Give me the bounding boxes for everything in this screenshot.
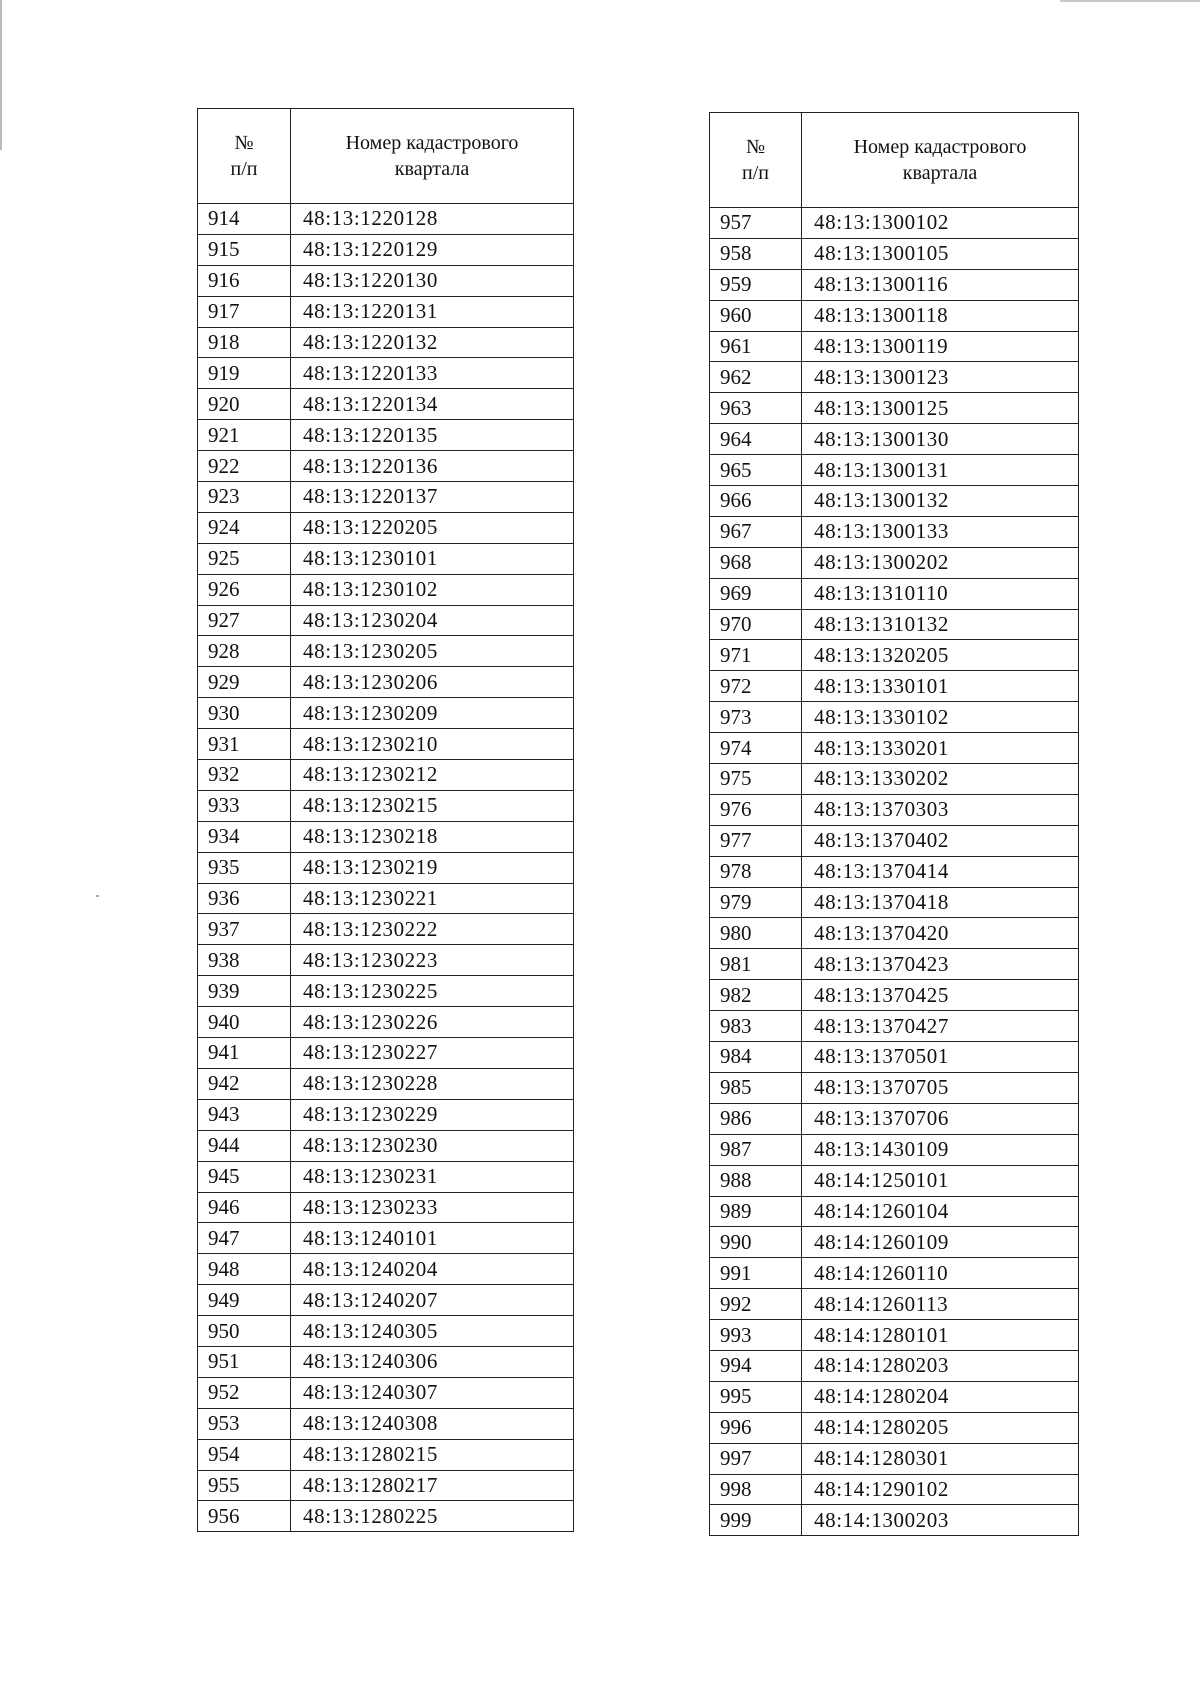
table-row bbox=[710, 1412, 1079, 1443]
cadastral-table-right bbox=[709, 112, 1079, 1536]
row-number-cell: 969 bbox=[710, 578, 802, 609]
row-number-cell: 934 bbox=[198, 821, 291, 852]
row-number-cell: 933 bbox=[198, 790, 291, 821]
table-row bbox=[710, 1258, 1079, 1289]
table-row bbox=[710, 269, 1079, 300]
row-number-cell: 956 bbox=[198, 1501, 291, 1532]
cadastral-number-cell: 48:13:1230231 bbox=[291, 1161, 574, 1192]
table-row bbox=[198, 204, 574, 235]
table-row bbox=[198, 512, 574, 543]
cadastral-number-cell: 48:13:1330102 bbox=[802, 702, 1079, 733]
table-row bbox=[710, 1505, 1079, 1536]
row-number-cell: 961 bbox=[710, 331, 802, 362]
row-number-cell: 935 bbox=[198, 852, 291, 883]
cadastral-number-cell: 48:13:1230228 bbox=[291, 1068, 574, 1099]
row-number-cell: 968 bbox=[710, 547, 802, 578]
table-row bbox=[198, 945, 574, 976]
table-row bbox=[198, 883, 574, 914]
cadastral-number-cell: 48:13:1370423 bbox=[802, 949, 1079, 980]
table-row bbox=[710, 609, 1079, 640]
table-row bbox=[710, 578, 1079, 609]
cadastral-number-cell: 48:14:1280204 bbox=[802, 1381, 1079, 1412]
table-row bbox=[198, 1377, 574, 1408]
row-number-cell: 976 bbox=[710, 794, 802, 825]
cadastral-number-cell: 48:13:1230225 bbox=[291, 976, 574, 1007]
row-number-cell: 973 bbox=[710, 702, 802, 733]
header-cadastral-cell bbox=[802, 113, 1079, 208]
cadastral-number-cell: 48:14:1280203 bbox=[802, 1350, 1079, 1381]
row-number-cell: 939 bbox=[198, 976, 291, 1007]
cadastral-number-cell: 48:13:1300102 bbox=[802, 208, 1079, 239]
table-row bbox=[710, 331, 1079, 362]
row-number-cell: 999 bbox=[710, 1505, 802, 1536]
cadastral-number-cell: 48:13:1220133 bbox=[291, 358, 574, 389]
cadastral-number-cell: 48:13:1370706 bbox=[802, 1103, 1079, 1134]
row-number-cell: 919 bbox=[198, 358, 291, 389]
row-number-cell: 921 bbox=[198, 420, 291, 451]
cadastral-number-cell: 48:13:1230102 bbox=[291, 574, 574, 605]
table-row bbox=[198, 451, 574, 482]
cadastral-number-cell: 48:13:1220130 bbox=[291, 265, 574, 296]
cadastral-number-cell: 48:13:1300131 bbox=[802, 455, 1079, 486]
table-row bbox=[198, 1408, 574, 1439]
cadastral-number-cell: 48:13:1240307 bbox=[291, 1377, 574, 1408]
header-cadastral-line2: квартала bbox=[902, 162, 978, 184]
table-row bbox=[198, 1439, 574, 1470]
cadastral-number-cell: 48:13:1220129 bbox=[291, 234, 574, 265]
table-row bbox=[198, 327, 574, 358]
row-number-cell: 974 bbox=[710, 733, 802, 764]
cadastral-number-cell: 48:13:1220128 bbox=[291, 204, 574, 235]
cadastral-number-cell: 48:13:1230221 bbox=[291, 883, 574, 914]
table-row bbox=[710, 1474, 1079, 1505]
table-row bbox=[198, 1346, 574, 1377]
row-number-cell: 959 bbox=[710, 269, 802, 300]
row-number-cell: 926 bbox=[198, 574, 291, 605]
cadastral-number-cell: 48:13:1370427 bbox=[802, 1011, 1079, 1042]
table-row bbox=[198, 1316, 574, 1347]
table-row bbox=[710, 300, 1079, 331]
row-number-cell: 975 bbox=[710, 764, 802, 795]
table-row bbox=[198, 760, 574, 791]
table-row bbox=[198, 296, 574, 327]
cadastral-number-cell: 48:14:1280101 bbox=[802, 1320, 1079, 1351]
row-number-cell: 949 bbox=[198, 1285, 291, 1316]
row-number-cell: 966 bbox=[710, 486, 802, 517]
row-number-cell: 992 bbox=[710, 1289, 802, 1320]
table-row bbox=[198, 234, 574, 265]
row-number-cell: 971 bbox=[710, 640, 802, 671]
table-row bbox=[710, 856, 1079, 887]
row-number-cell: 945 bbox=[198, 1161, 291, 1192]
cadastral-number-cell: 48:13:1300119 bbox=[802, 331, 1079, 362]
row-number-cell: 994 bbox=[710, 1350, 802, 1381]
cadastral-table-left bbox=[197, 108, 574, 1532]
table-row bbox=[710, 455, 1079, 486]
cadastral-number-cell: 48:13:1220137 bbox=[291, 482, 574, 513]
cadastral-number-cell: 48:13:1430109 bbox=[802, 1134, 1079, 1165]
scan-speck bbox=[96, 895, 99, 897]
row-number-cell: 988 bbox=[710, 1165, 802, 1196]
cadastral-number-cell: 48:13:1220136 bbox=[291, 451, 574, 482]
cadastral-number-cell: 48:13:1230229 bbox=[291, 1099, 574, 1130]
table-row bbox=[198, 389, 574, 420]
cadastral-number-cell: 48:13:1300133 bbox=[802, 516, 1079, 547]
cadastral-number-cell: 48:13:1240308 bbox=[291, 1408, 574, 1439]
row-number-cell: 967 bbox=[710, 516, 802, 547]
cadastral-number-cell: 48:14:1260109 bbox=[802, 1227, 1079, 1258]
row-number-cell: 916 bbox=[198, 265, 291, 296]
table-row bbox=[710, 825, 1079, 856]
row-number-cell: 997 bbox=[710, 1443, 802, 1474]
cadastral-number-cell: 48:13:1310132 bbox=[802, 609, 1079, 640]
row-number-cell: 929 bbox=[198, 667, 291, 698]
table-row bbox=[198, 852, 574, 883]
table-row bbox=[198, 914, 574, 945]
row-number-cell: 965 bbox=[710, 455, 802, 486]
table-row bbox=[710, 393, 1079, 424]
table-header-row bbox=[198, 109, 574, 204]
cadastral-number-cell: 48:13:1330201 bbox=[802, 733, 1079, 764]
header-cadastral-line1: Номер кадастрового bbox=[345, 132, 519, 154]
row-number-cell: 979 bbox=[710, 887, 802, 918]
row-number-cell: 944 bbox=[198, 1130, 291, 1161]
row-number-cell: 978 bbox=[710, 856, 802, 887]
row-number-cell: 928 bbox=[198, 636, 291, 667]
table-row bbox=[710, 949, 1079, 980]
row-number-cell: 918 bbox=[198, 327, 291, 358]
cadastral-number-cell: 48:13:1240101 bbox=[291, 1223, 574, 1254]
table-row bbox=[710, 980, 1079, 1011]
cadastral-number-cell: 48:13:1230206 bbox=[291, 667, 574, 698]
cadastral-number-cell: 48:13:1320205 bbox=[802, 640, 1079, 671]
table-row bbox=[198, 1007, 574, 1038]
table-row bbox=[198, 1038, 574, 1069]
row-number-cell: 938 bbox=[198, 945, 291, 976]
table-body-left bbox=[198, 204, 574, 1532]
table-row bbox=[198, 636, 574, 667]
cadastral-number-cell: 48:14:1260110 bbox=[802, 1258, 1079, 1289]
table-row bbox=[710, 1134, 1079, 1165]
header-number-cell bbox=[710, 113, 802, 208]
row-number-cell: 951 bbox=[198, 1346, 291, 1377]
table-row bbox=[710, 424, 1079, 455]
cadastral-number-cell: 48:13:1280215 bbox=[291, 1439, 574, 1470]
table-row bbox=[710, 208, 1079, 239]
cadastral-number-cell: 48:13:1230222 bbox=[291, 914, 574, 945]
cadastral-number-cell: 48:13:1300132 bbox=[802, 486, 1079, 517]
table-row bbox=[710, 640, 1079, 671]
table-row bbox=[198, 1223, 574, 1254]
row-number-cell: 983 bbox=[710, 1011, 802, 1042]
cadastral-number-cell: 48:13:1230210 bbox=[291, 729, 574, 760]
row-number-cell: 948 bbox=[198, 1254, 291, 1285]
cadastral-number-cell: 48:13:1230227 bbox=[291, 1038, 574, 1069]
table-row bbox=[198, 265, 574, 296]
row-number-cell: 920 bbox=[198, 389, 291, 420]
table-row bbox=[198, 482, 574, 513]
cadastral-number-cell: 48:13:1370414 bbox=[802, 856, 1079, 887]
cadastral-number-cell: 48:13:1240207 bbox=[291, 1285, 574, 1316]
cadastral-number-cell: 48:13:1370402 bbox=[802, 825, 1079, 856]
cadastral-number-cell: 48:13:1220131 bbox=[291, 296, 574, 327]
row-number-cell: 923 bbox=[198, 482, 291, 513]
row-number-cell: 963 bbox=[710, 393, 802, 424]
cadastral-number-cell: 48:13:1230209 bbox=[291, 698, 574, 729]
header-number-symbol: № bbox=[745, 136, 766, 158]
row-number-cell: 922 bbox=[198, 451, 291, 482]
cadastral-number-cell: 48:13:1280217 bbox=[291, 1470, 574, 1501]
cadastral-number-cell: 48:13:1230218 bbox=[291, 821, 574, 852]
table-row bbox=[198, 574, 574, 605]
cadastral-number-cell: 48:13:1300125 bbox=[802, 393, 1079, 424]
row-number-cell: 917 bbox=[198, 296, 291, 327]
row-number-cell: 964 bbox=[710, 424, 802, 455]
cadastral-number-cell: 48:13:1300105 bbox=[802, 238, 1079, 269]
cadastral-number-cell: 48:13:1230205 bbox=[291, 636, 574, 667]
table-row bbox=[710, 671, 1079, 702]
cadastral-number-cell: 48:13:1240204 bbox=[291, 1254, 574, 1285]
cadastral-number-cell: 48:13:1220134 bbox=[291, 389, 574, 420]
row-number-cell: 984 bbox=[710, 1042, 802, 1073]
table-row bbox=[710, 1227, 1079, 1258]
table-row bbox=[710, 1042, 1079, 1073]
row-number-cell: 970 bbox=[710, 609, 802, 640]
cadastral-number-cell: 48:13:1230204 bbox=[291, 605, 574, 636]
row-number-cell: 955 bbox=[198, 1470, 291, 1501]
cadastral-number-cell: 48:13:1300116 bbox=[802, 269, 1079, 300]
cadastral-number-cell: 48:13:1300130 bbox=[802, 424, 1079, 455]
table-row bbox=[198, 976, 574, 1007]
table-row bbox=[710, 1381, 1079, 1412]
row-number-cell: 952 bbox=[198, 1377, 291, 1408]
cadastral-number-cell: 48:13:1300123 bbox=[802, 362, 1079, 393]
row-number-cell: 977 bbox=[710, 825, 802, 856]
table-row bbox=[710, 362, 1079, 393]
row-number-cell: 937 bbox=[198, 914, 291, 945]
cadastral-number-cell: 48:13:1300118 bbox=[802, 300, 1079, 331]
cadastral-number-cell: 48:13:1230233 bbox=[291, 1192, 574, 1223]
row-number-cell: 958 bbox=[710, 238, 802, 269]
table-row bbox=[710, 1103, 1079, 1134]
row-number-cell: 996 bbox=[710, 1412, 802, 1443]
table-row bbox=[198, 729, 574, 760]
row-number-cell: 980 bbox=[710, 918, 802, 949]
header-number-symbol: № bbox=[234, 132, 254, 154]
row-number-cell: 927 bbox=[198, 605, 291, 636]
cadastral-number-cell: 48:14:1250101 bbox=[802, 1165, 1079, 1196]
table-row bbox=[710, 238, 1079, 269]
cadastral-number-cell: 48:13:1220205 bbox=[291, 512, 574, 543]
cadastral-number-cell: 48:13:1230219 bbox=[291, 852, 574, 883]
cadastral-number-cell: 48:13:1370303 bbox=[802, 794, 1079, 825]
cadastral-number-cell: 48:14:1300203 bbox=[802, 1505, 1079, 1536]
table-row bbox=[710, 887, 1079, 918]
row-number-cell: 998 bbox=[710, 1474, 802, 1505]
row-number-cell: 941 bbox=[198, 1038, 291, 1069]
table-row bbox=[710, 547, 1079, 578]
table-row bbox=[198, 1068, 574, 1099]
header-cadastral-line2: квартала bbox=[394, 158, 470, 180]
cadastral-number-cell: 48:13:1370418 bbox=[802, 887, 1079, 918]
table-row bbox=[198, 821, 574, 852]
row-number-cell: 981 bbox=[710, 949, 802, 980]
row-number-cell: 960 bbox=[710, 300, 802, 331]
table-row bbox=[710, 1443, 1079, 1474]
header-number-cell bbox=[198, 109, 291, 204]
row-number-cell: 915 bbox=[198, 234, 291, 265]
row-number-cell: 942 bbox=[198, 1068, 291, 1099]
table-row bbox=[198, 1192, 574, 1223]
table-row bbox=[710, 1289, 1079, 1320]
table-body-right bbox=[710, 208, 1079, 1536]
table-row bbox=[710, 1196, 1079, 1227]
row-number-cell: 936 bbox=[198, 883, 291, 914]
cadastral-number-cell: 48:14:1260104 bbox=[802, 1196, 1079, 1227]
cadastral-number-cell: 48:13:1280225 bbox=[291, 1501, 574, 1532]
table-row bbox=[710, 516, 1079, 547]
table-row bbox=[710, 764, 1079, 795]
table-row bbox=[710, 1320, 1079, 1351]
row-number-cell: 947 bbox=[198, 1223, 291, 1254]
cadastral-number-cell: 48:13:1370420 bbox=[802, 918, 1079, 949]
cadastral-number-cell: 48:13:1370425 bbox=[802, 980, 1079, 1011]
cadastral-number-cell: 48:13:1230226 bbox=[291, 1007, 574, 1038]
table-row bbox=[710, 702, 1079, 733]
cadastral-number-cell: 48:13:1230212 bbox=[291, 760, 574, 791]
table-row bbox=[710, 486, 1079, 517]
row-number-cell: 993 bbox=[710, 1320, 802, 1351]
row-number-cell: 989 bbox=[710, 1196, 802, 1227]
header-number-abbr: п/п bbox=[230, 158, 258, 180]
cadastral-number-cell: 48:13:1230101 bbox=[291, 543, 574, 574]
table-row bbox=[198, 1501, 574, 1532]
cadastral-number-cell: 48:13:1220135 bbox=[291, 420, 574, 451]
header-cadastral-line1: Номер кадастрового bbox=[853, 136, 1027, 158]
table-row bbox=[710, 1072, 1079, 1103]
cadastral-number-cell: 48:13:1330101 bbox=[802, 671, 1079, 702]
table-row bbox=[198, 698, 574, 729]
scan-edge-top bbox=[1060, 0, 1200, 2]
row-number-cell: 957 bbox=[710, 208, 802, 239]
row-number-cell: 962 bbox=[710, 362, 802, 393]
cadastral-number-cell: 48:14:1280205 bbox=[802, 1412, 1079, 1443]
table-row bbox=[198, 1099, 574, 1130]
row-number-cell: 954 bbox=[198, 1439, 291, 1470]
row-number-cell: 930 bbox=[198, 698, 291, 729]
table-row bbox=[198, 667, 574, 698]
scan-edge-left bbox=[0, 0, 2, 150]
cadastral-number-cell: 48:13:1370501 bbox=[802, 1042, 1079, 1073]
header-cadastral-cell bbox=[291, 109, 574, 204]
cadastral-number-cell: 48:14:1290102 bbox=[802, 1474, 1079, 1505]
table-row bbox=[198, 1130, 574, 1161]
row-number-cell: 931 bbox=[198, 729, 291, 760]
table-row bbox=[710, 1165, 1079, 1196]
cadastral-number-cell: 48:13:1230223 bbox=[291, 945, 574, 976]
table-row bbox=[710, 733, 1079, 764]
header-number-abbr: п/п bbox=[742, 162, 769, 184]
table-row bbox=[198, 1254, 574, 1285]
table-row bbox=[710, 1350, 1079, 1381]
table-row bbox=[198, 420, 574, 451]
table-row bbox=[710, 918, 1079, 949]
table-row bbox=[710, 1011, 1079, 1042]
row-number-cell: 914 bbox=[198, 204, 291, 235]
cadastral-number-cell: 48:14:1260113 bbox=[802, 1289, 1079, 1320]
row-number-cell: 986 bbox=[710, 1103, 802, 1134]
row-number-cell: 982 bbox=[710, 980, 802, 1011]
row-number-cell: 987 bbox=[710, 1134, 802, 1165]
row-number-cell: 946 bbox=[198, 1192, 291, 1223]
row-number-cell: 925 bbox=[198, 543, 291, 574]
table-row bbox=[710, 794, 1079, 825]
row-number-cell: 924 bbox=[198, 512, 291, 543]
row-number-cell: 932 bbox=[198, 760, 291, 791]
cadastral-number-cell: 48:13:1330202 bbox=[802, 764, 1079, 795]
table-row bbox=[198, 790, 574, 821]
cadastral-number-cell: 48:13:1300202 bbox=[802, 547, 1079, 578]
row-number-cell: 972 bbox=[710, 671, 802, 702]
row-number-cell: 953 bbox=[198, 1408, 291, 1439]
row-number-cell: 990 bbox=[710, 1227, 802, 1258]
table-row bbox=[198, 1161, 574, 1192]
table-row bbox=[198, 1470, 574, 1501]
row-number-cell: 985 bbox=[710, 1072, 802, 1103]
cadastral-number-cell: 48:13:1230215 bbox=[291, 790, 574, 821]
row-number-cell: 995 bbox=[710, 1381, 802, 1412]
cadastral-number-cell: 48:13:1240305 bbox=[291, 1316, 574, 1347]
row-number-cell: 950 bbox=[198, 1316, 291, 1347]
cadastral-number-cell: 48:13:1240306 bbox=[291, 1346, 574, 1377]
cadastral-number-cell: 48:13:1310110 bbox=[802, 578, 1079, 609]
cadastral-number-cell: 48:13:1230230 bbox=[291, 1130, 574, 1161]
row-number-cell: 940 bbox=[198, 1007, 291, 1038]
table-row bbox=[198, 1285, 574, 1316]
cadastral-number-cell: 48:13:1220132 bbox=[291, 327, 574, 358]
table-row bbox=[198, 543, 574, 574]
table-row bbox=[198, 358, 574, 389]
table-header-row bbox=[710, 113, 1079, 208]
table-row bbox=[198, 605, 574, 636]
cadastral-number-cell: 48:13:1370705 bbox=[802, 1072, 1079, 1103]
row-number-cell: 943 bbox=[198, 1099, 291, 1130]
cadastral-number-cell: 48:14:1280301 bbox=[802, 1443, 1079, 1474]
row-number-cell: 991 bbox=[710, 1258, 802, 1289]
